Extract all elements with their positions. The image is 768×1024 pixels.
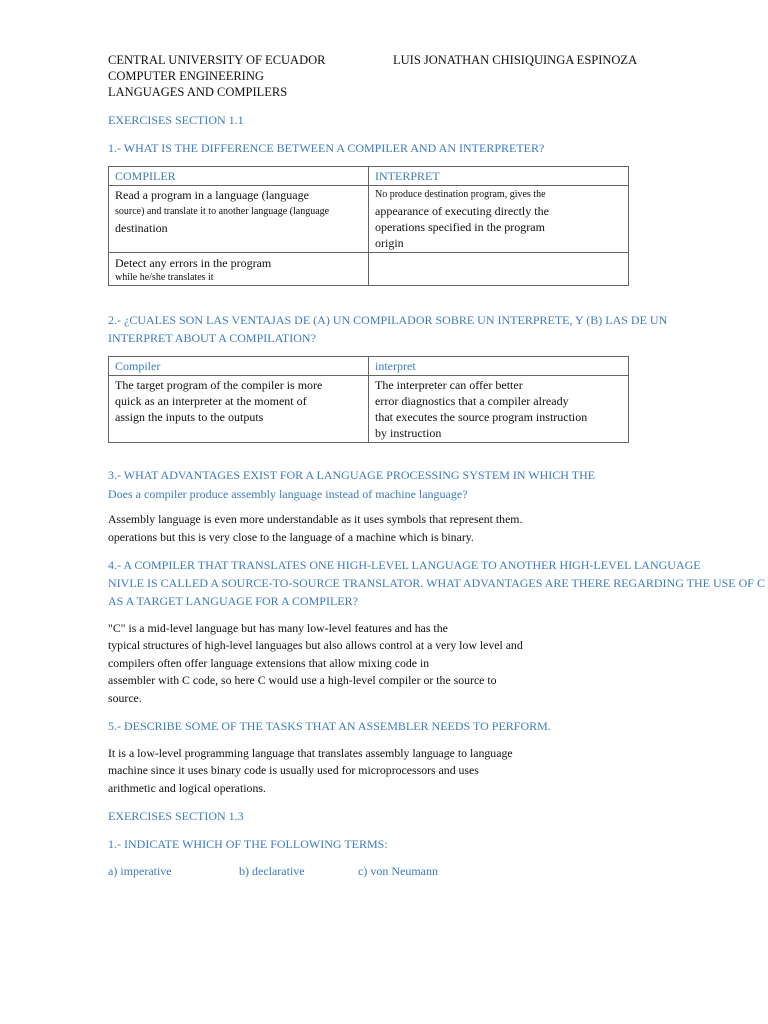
option-b: b) declarative xyxy=(239,864,305,878)
answer-4-line-1: "C" is a mid-level language but has many low-level features and has the xyxy=(108,621,448,635)
answer-3-line-2: operations but this is very close to the language of a machine which is binary. xyxy=(108,530,474,544)
answer-4-line-5: source. xyxy=(108,691,142,705)
cell-line: source) and translate it to another language (language xyxy=(115,206,330,217)
cell-line: that executes the source program instruction xyxy=(375,410,588,424)
cell-line: operations specified in the program xyxy=(375,220,545,234)
question-1-1: 1.- WHAT IS THE DIFFERENCE BETWEEN A COMPILER AND AN INTERPRETER? xyxy=(108,141,545,155)
table-cell xyxy=(109,253,369,286)
table-header-compiler: COMPILER xyxy=(109,167,369,186)
question-5: 5.- DESCRIBE SOME OF THE TASKS THAT AN ASSEMBLER NEEDS TO PERFORM. xyxy=(108,719,551,733)
cell-line: by instruction xyxy=(375,426,442,440)
cell-line: origin xyxy=(375,236,404,250)
question-3-line-2: Does a compiler produce assembly language instead of machine language? xyxy=(108,487,468,501)
course-name: LANGUAGES AND COMPILERS xyxy=(108,85,288,99)
question-3-line-1: 3.- WHAT ADVANTAGES EXIST FOR A LANGUAGE PROCESSING SYSTEM IN WHICH THE xyxy=(108,468,596,482)
table-row xyxy=(109,186,629,253)
answer-5-line-3: arithmetic and logical operations. xyxy=(108,781,266,795)
question-4-line-2: NIVLE IS CALLED A SOURCE-TO-SOURCE TRANSLATOR. WHAT ADVANTAGES ARE THERE REGARDING THE USE OF C xyxy=(108,576,765,590)
cell-line: The target program of the compiler is more xyxy=(115,378,323,392)
cell-line: quick as an interpreter at the moment of xyxy=(115,394,307,408)
cell-line: No produce destination program, gives the xyxy=(375,189,546,200)
answer-4-line-4: assembler with C code, so here C would use a high-level compiler or the source to xyxy=(108,673,497,687)
section-title-1-1: EXERCISES SECTION 1.1 xyxy=(108,113,244,127)
cell-line: assign the inputs to the outputs xyxy=(115,410,264,424)
section-title-1-3: EXERCISES SECTION 1.3 xyxy=(108,809,244,823)
cell-line: The interpreter can offer better xyxy=(375,378,523,392)
table-cell xyxy=(109,376,369,443)
cell-line: while he/she translates it xyxy=(115,272,214,283)
table-cell xyxy=(369,376,629,443)
table-cell xyxy=(369,186,629,253)
table-header-row xyxy=(109,167,629,186)
option-a: a) imperative xyxy=(108,864,172,878)
option-c: c) von Neumann xyxy=(358,864,438,878)
table-header-interpret: interpret xyxy=(369,357,629,376)
table-row xyxy=(109,253,629,286)
cell-line: error diagnostics that a compiler already xyxy=(375,394,569,408)
table-cell-empty xyxy=(369,253,629,286)
department-name: COMPUTER ENGINEERING xyxy=(108,69,264,83)
compiler-vs-interpreter-table xyxy=(108,166,629,286)
advantages-table xyxy=(108,356,629,443)
answer-5-line-2: machine since it uses binary code is usually used for microprocessors and uses xyxy=(108,763,479,777)
table-cell xyxy=(109,186,369,253)
answer-4-line-2: typical structures of high-level languages but also allows control at a very low level and xyxy=(108,638,523,652)
cell-line: destination xyxy=(115,221,168,235)
cell-line: Detect any errors in the program xyxy=(115,256,272,270)
question-2-line-1: 2.- ¿CUALES SON LAS VENTAJAS DE (A) UN COMPILADOR SOBRE UN INTERPRETE, Y (B) LAS DE UN xyxy=(108,313,668,327)
cell-line: appearance of executing directly the xyxy=(375,204,549,218)
table-header-row xyxy=(109,357,629,376)
question-1-3: 1.- INDICATE WHICH OF THE FOLLOWING TERMS: xyxy=(108,837,388,851)
author-name: LUIS JONATHAN CHISIQUINGA ESPINOZA xyxy=(393,53,638,67)
answer-3-line-1: Assembly language is even more understandable as it uses symbols that represent them. xyxy=(108,512,523,526)
cell-line: Read a program in a language (language xyxy=(115,188,309,202)
table-header-interpret: INTERPRET xyxy=(369,167,629,186)
university-name: CENTRAL UNIVERSITY OF ECUADOR xyxy=(108,53,326,67)
question-4-line-3: AS A TARGET LANGUAGE FOR A COMPILER? xyxy=(108,594,358,608)
question-2-line-2: INTERPRET ABOUT A COMPILATION? xyxy=(108,331,316,345)
question-4-line-1: 4.- A COMPILER THAT TRANSLATES ONE HIGH-LEVEL LANGUAGE TO ANOTHER HIGH-LEVEL LANGUAGE xyxy=(108,558,701,572)
answer-4-line-3: compilers often offer language extensions that allow mixing code in xyxy=(108,656,430,670)
table-row xyxy=(109,376,629,443)
answer-5-line-1: It is a low-level programming language that translates assembly language to language xyxy=(108,746,513,760)
table-header-compiler: Compiler xyxy=(109,357,369,376)
